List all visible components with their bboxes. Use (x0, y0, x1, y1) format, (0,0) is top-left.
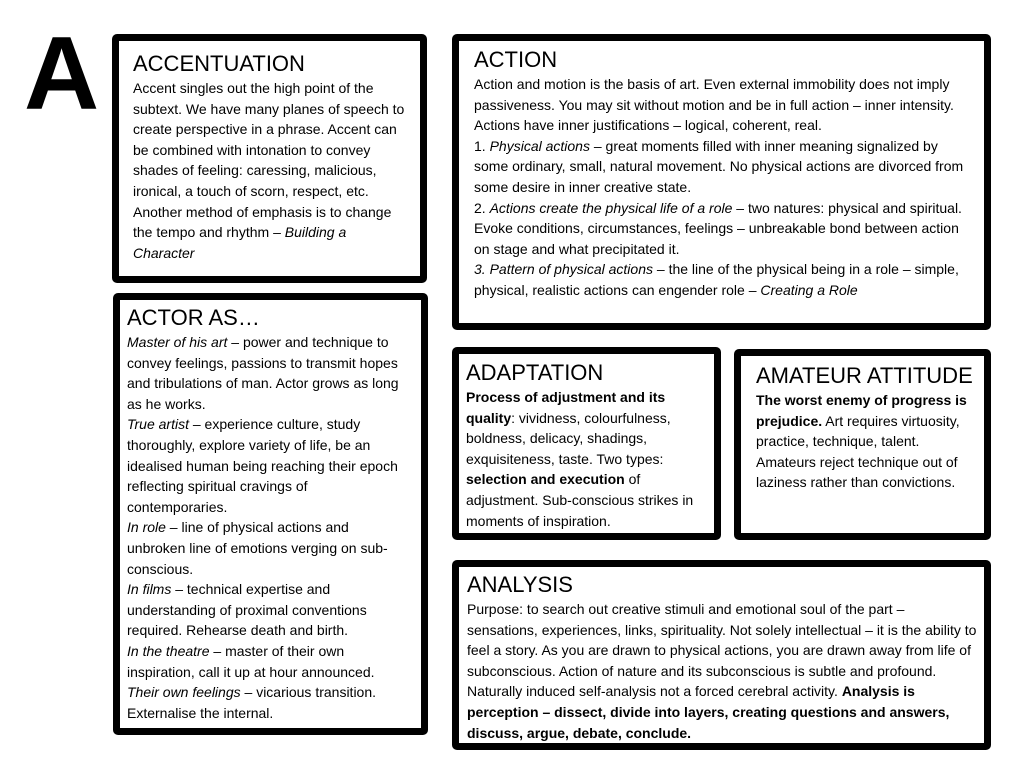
card-body (474, 74, 974, 301)
card-body (466, 387, 708, 531)
card-adaptation (452, 347, 721, 540)
page-letter: A (24, 16, 100, 132)
card-title: ANALYSIS (467, 572, 573, 597)
card-title: ACTOR AS… (127, 305, 260, 330)
body-text: 1. (474, 137, 490, 154)
body-text: – power and technique to convey feelings, passions to transmit hopes and tribulations of man. Actor grows as long as he works. (127, 334, 399, 412)
card-body (467, 599, 978, 743)
bold-text: Analysis is perception – dissect, divide into layers, creating questions and answers, discuss, argue, debate, conclude. (467, 683, 950, 741)
body-text: – line of physical actions and unbroken line of emotions verging on sub-conscious. (127, 519, 388, 577)
body-text: Accent singles out the high point of the subtext. We have many planes of speech to create perspective in a phrase. Accent can be combined with intonation to convey shades of feeling: caressing, malicious, ironical, a touch of scorn, respect, etc. Another method of emphasis is to change the tempo and rhythm – (133, 80, 405, 241)
italic-text: Master of his art (127, 334, 228, 350)
bold-text: The worst enemy of progress is prejudice. (756, 392, 967, 429)
bold-text: selection and execution (466, 471, 625, 488)
italic-text: Creating a Role (760, 281, 858, 298)
card-body (127, 332, 411, 723)
body-text: Action and motion is the basis of art. Even external immobility does not imply passiveness. You may sit without motion and be in full action – inner intensity. Actions have inner justifications – logical, coherent, real. (474, 76, 954, 134)
card-actor-as (113, 293, 428, 735)
italic-text: Actions create the physical life of a role (489, 199, 733, 216)
card-accentuation (112, 34, 427, 283)
body-text: Art requires virtuosity, practice, technique, talent. Amateurs reject technique out of laziness rather than convictions. (756, 412, 960, 491)
body-text: – vicarious transition. Externalise the internal. (127, 684, 377, 721)
card-analysis (452, 560, 991, 750)
card-action (452, 34, 991, 330)
body-text: Purpose: to search out creative stimuli and emotional soul of the part – sensations, experiences, links, spirituality. Not solely intellectual – it is the ability to feel a story. As you are drawn to physical actions, you are drawn away from life of subconscious. Action of nature and its subconscious is subtle and profound. Naturally induced self-analysis not a forced cerebral activity. (467, 601, 977, 700)
body-text: – the line of the physical being in a role – simple, physical, realistic actions can engender role – (474, 261, 959, 298)
body-text: – great moments filled with inner meaning signalized by some ordinary, small, natural movement. No physical actions are divorced from some desire in inner creative state. (474, 137, 964, 195)
italic-text: 3. Pattern of physical actions (474, 261, 653, 278)
body-text: 2. (474, 199, 490, 216)
card-body (133, 78, 410, 263)
italic-text: Physical actions (489, 137, 590, 154)
card-title: ACTION (474, 47, 558, 72)
italic-text: In films (127, 581, 172, 598)
italic-text: True artist (127, 416, 189, 433)
italic-text: Their own feelings (127, 684, 241, 701)
italic-text: Building a Character (133, 224, 347, 261)
card-title: AMATEUR ATTITUDE (756, 363, 973, 388)
bold-text: Process of adjustment and its quality (466, 389, 666, 426)
body-text: of adjustment. Sub-conscious strikes in moments of inspiration. (466, 471, 694, 529)
body-text: : vividness, colourfulness, boldness, delicacy, shadings, exquisiteness, taste. Two types: (466, 409, 671, 467)
card-title: ADAPTATION (466, 360, 604, 385)
italic-text: In the theatre (127, 642, 210, 659)
card-body (756, 390, 978, 493)
body-text: – two natures: physical and spiritual. Evoke conditions, circumstances, feelings – unbreakable bond between action on stage and what precipitated it. (474, 199, 962, 257)
body-text: – master of their own inspiration, call it up at hour announced. (127, 642, 375, 680)
card-title: ACCENTUATION (133, 51, 305, 76)
body-text: – experience culture, study thoroughly, explore variety of life, be an idealised human being reaching their epoch reflecting spiritual cravings of contemporaries. (127, 416, 398, 515)
body-text: – technical expertise and understanding of proximal conventions required. Rehearse death and birth. (127, 581, 367, 639)
italic-text: In role (127, 519, 166, 536)
card-amateur-attitude (734, 349, 991, 540)
